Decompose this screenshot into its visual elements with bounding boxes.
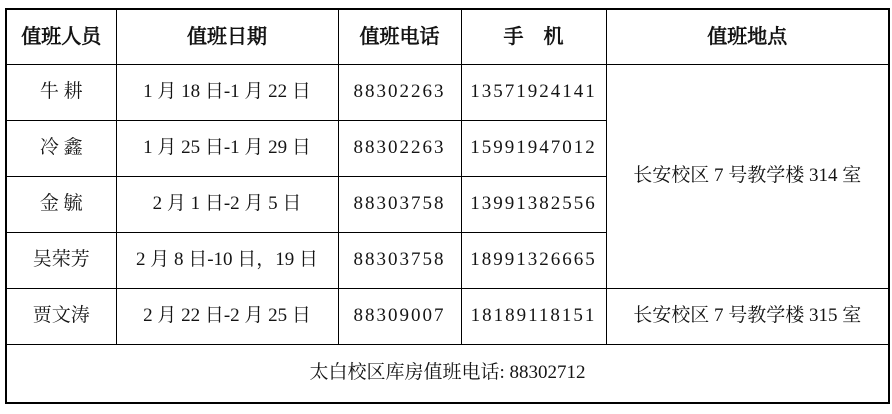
cell-phone: 88309007 (338, 289, 461, 345)
cell-mobile: 13991382556 (461, 177, 606, 233)
cell-mobile: 15991947012 (461, 121, 606, 177)
footer-note: 太白校区库房值班电话: 88302712 (6, 345, 889, 404)
cell-mobile: 13571924141 (461, 65, 606, 121)
header-row (6, 9, 889, 65)
cell-phone: 88303758 (338, 177, 461, 233)
cell-phone: 88302263 (338, 121, 461, 177)
footer-row (6, 345, 889, 404)
table-row-5 (6, 289, 889, 345)
cell-phone: 88302263 (338, 65, 461, 121)
header-duty-phone: 值班电话 (338, 9, 461, 65)
cell-date: 2 月 22 日-2 月 25 日 (116, 289, 338, 345)
cell-phone: 88303758 (338, 233, 461, 289)
cell-location-315: 长安校区 7 号教学楼 315 室 (606, 289, 889, 345)
cell-location-314: 长安校区 7 号教学楼 314 室 (606, 65, 889, 289)
cell-date: 1 月 18 日-1 月 22 日 (116, 65, 338, 121)
cell-date: 2 月 8 日-10 日，19 日 (116, 233, 338, 289)
cell-date: 1 月 25 日-1 月 29 日 (116, 121, 338, 177)
cell-mobile: 18991326665 (461, 233, 606, 289)
cell-mobile: 18189118151 (461, 289, 606, 345)
header-duty-location: 值班地点 (606, 9, 889, 65)
header-mobile: 手 机 (461, 9, 606, 65)
cell-name: 吴荣芳 (6, 233, 116, 289)
cell-name: 贾文涛 (6, 289, 116, 345)
table-row-1 (6, 65, 889, 121)
cell-name: 牛 耕 (6, 65, 116, 121)
cell-date: 2 月 1 日-2 月 5 日 (116, 177, 338, 233)
duty-schedule-table (5, 8, 890, 404)
cell-name: 冷 鑫 (6, 121, 116, 177)
header-duty-date: 值班日期 (116, 9, 338, 65)
header-duty-person: 值班人员 (6, 9, 116, 65)
cell-name: 金 毓 (6, 177, 116, 233)
